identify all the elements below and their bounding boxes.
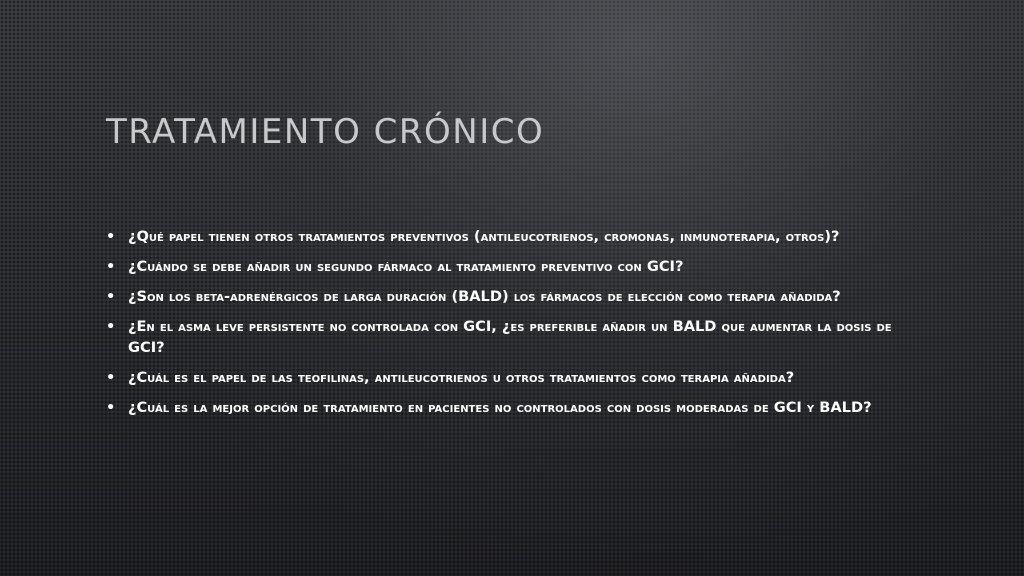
slide-title: TRATAMIENTO CRÓNICO bbox=[106, 112, 545, 152]
bullet-text: ¿En el asma leve persistente no controlada con GCI, ¿es preferible añadir un BALD que aumentar la dosis de GCI? bbox=[128, 318, 892, 356]
bullet-item bbox=[106, 367, 926, 388]
bullet-item bbox=[106, 226, 926, 247]
bullet-item bbox=[106, 256, 926, 277]
bullet-list bbox=[106, 226, 926, 427]
bullet-dot-icon: • bbox=[106, 399, 116, 416]
bullet-text: ¿Qué papel tienen otros tratamientos preventivos (antileucotrienos, cromonas, inmunoterapia, otros)? bbox=[128, 228, 840, 245]
bullet-item bbox=[106, 286, 926, 307]
bullet-dot-icon: • bbox=[106, 288, 116, 305]
bullet-dot-icon: • bbox=[106, 228, 116, 245]
bullet-item bbox=[106, 316, 926, 358]
bullet-text: ¿Son los beta-adrenérgicos de larga duración (BALD) los fármacos de elección como terapia añadida? bbox=[128, 288, 841, 305]
bullet-text: ¿Cuándo se debe añadir un segundo fármaco al tratamiento preventivo con GCI? bbox=[128, 258, 684, 275]
bullet-dot-icon: • bbox=[106, 369, 116, 386]
bullet-dot-icon: • bbox=[106, 318, 116, 335]
bullet-dot-icon: • bbox=[106, 258, 116, 275]
bullet-text: ¿Cuál es el papel de las teofilinas, antileucotrienos u otros tratamientos como terapia añadida? bbox=[128, 369, 795, 386]
bullet-item bbox=[106, 397, 926, 418]
bullet-text: ¿Cuál es la mejor opción de tratamiento en pacientes no controlados con dosis moderadas de GCI y BALD? bbox=[128, 399, 872, 416]
